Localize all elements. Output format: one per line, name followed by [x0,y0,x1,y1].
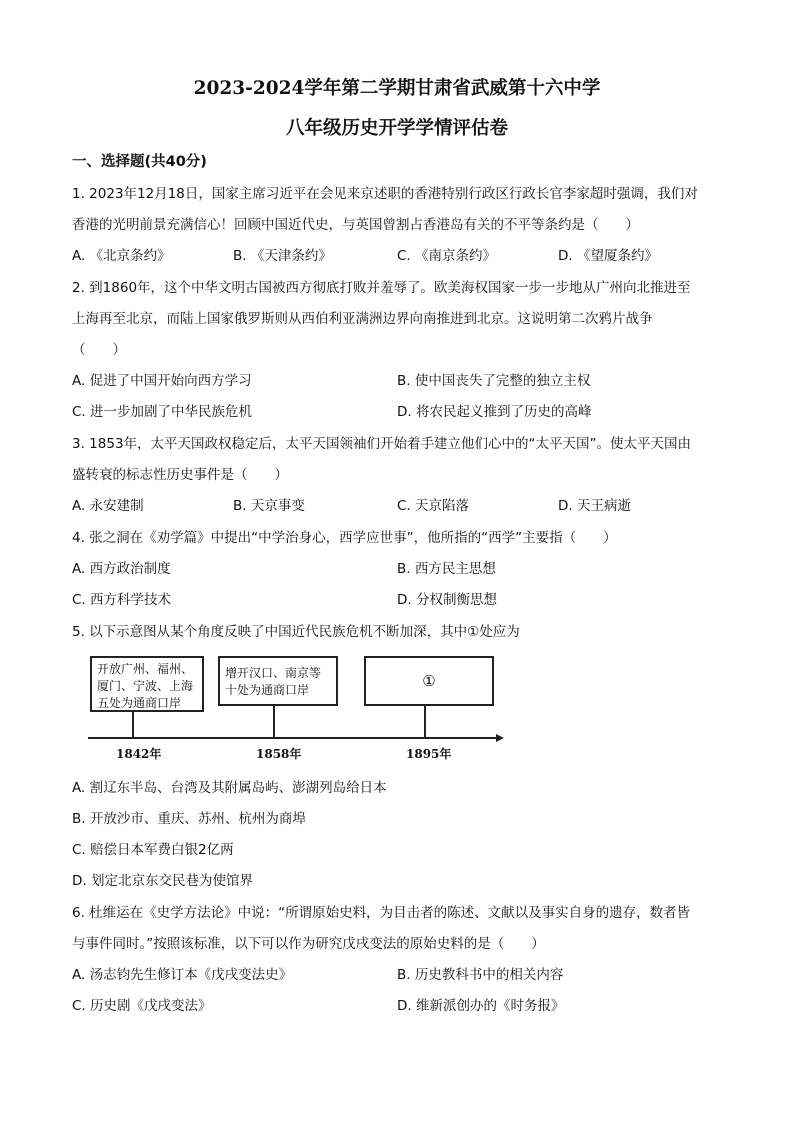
q6-stem-line1: 6. 杜维运在《史学方法论》中说：“所谓原始史料，为目击者的陈述、文献以及事实自身的遗存，数者皆 [72,905,691,921]
q1-option-b: B. 《天津条约》 [233,248,332,264]
q1-stem-line1: 1. 2023年12月18日，国家主席习近平在会见来京述职的香港特别行政区行政长官李家超时强调，我们对 [72,186,698,202]
box-1858-line2: 十处为通商口岸 [225,683,310,697]
box-1842-line3: 五处为通商口岸 [97,696,182,710]
q2-stem-line2: 上海再至北京，而陆上国家俄罗斯则从西伯利亚满洲边界向南推进到北京。这说明第二次鸦片战争 [72,311,653,327]
q3-stem-line1: 3. 1853年，太平天国政权稳定后，太平天国领袖们开始着手建立他们心中的“太平天国”。使太平天国由 [72,436,692,452]
q2-stem-line3: （ ） [72,342,126,358]
q3-stem-line2: 盛转衰的标志性历史事件是（ ） [72,467,288,483]
q3-option-a: A. 永安建制 [72,498,144,514]
q4-option-c: C. 西方科学技术 [72,592,172,608]
q5-option-c: C. 赔偿日本军费白银2亿两 [72,842,234,858]
section-heading: 一、选择题(共40分) [72,154,207,170]
q2-option-c: C. 进一步加剧了中华民族危机 [72,404,253,420]
q2-stem-line1: 2. 到1860年，这个中华文明古国被西方彻底打败并羞辱了。欧美海权国家一步一步地从广州向北推进至 [72,280,691,296]
q2-option-b: B. 使中国丧失了完整的独立主权 [397,373,591,389]
year-label-1858: 1858年 [256,747,302,761]
diagram-box-1895-placeholder: ① [364,656,494,706]
q4-option-a: A. 西方政治制度 [72,561,171,577]
q6-option-d: D. 维新派创办的《时务报》 [397,998,565,1014]
diagram-box-1858 [218,656,338,706]
q6-option-c: C. 历史剧《戊戌变法》 [72,998,212,1014]
q1-option-c: C. 《南京条约》 [397,248,497,264]
q4-option-d: D. 分权制衡思想 [397,592,497,608]
q5-option-b: B. 开放沙市、重庆、苏州、杭州为商埠 [72,811,306,827]
q1-option-d: D. 《望厦条约》 [558,248,658,264]
q4-option-b: B. 西方民主思想 [397,561,496,577]
q3-option-b: B. 天京事变 [233,498,305,514]
exam-title-line1: 2023-2024学年第二学期甘肃省武威第十六中学 [193,78,601,99]
q3-option-c: C. 天京陷落 [397,498,470,514]
q2-option-a: A. 促进了中国开始向西方学习 [72,373,252,389]
q6-option-b: B. 历史教科书中的相关内容 [397,967,564,983]
q6-stem-line2: 与事件同时。”按照该标准，以下可以作为研究戊戌变法的原始史料的是（ ） [72,936,545,952]
box-1842-line1: 开放广州、福州、 [97,662,194,676]
q6-option-a: A. 汤志钧先生修订本《戊戌变法史》 [72,967,293,983]
q3-option-d: D. 天王病逝 [558,498,631,514]
q1-option-a: A. 《北京条约》 [72,248,171,264]
diagram-box-1842 [90,656,204,712]
q1-stem-line2: 香港的光明前景充满信心！回顾中国近代史，与英国曾割占香港岛有关的不平等条约是（ ） [72,217,639,233]
q5-stem-line1: 5. 以下示意图从某个角度反映了中国近代民族危机不断加深，其中①处应为 [72,624,520,640]
q4-stem-line1: 4. 张之洞在《劝学篇》中提出“中学治身心，西学应世事”，他所指的“西学”主要指（ ） [72,530,617,546]
box-1842-line2: 厦门、宁波、上海 [97,679,194,693]
year-label-1842: 1842年 [116,747,162,761]
treaty-timeline-diagram [86,650,506,760]
q5-option-a: A. 割辽东半岛、台湾及其附属岛屿、澎湖列岛给日本 [72,780,387,796]
box-1858-line1: 增开汉口、南京等 [225,666,322,680]
exam-title-line2: 八年级历史开学学情评估卷 [285,118,508,139]
q5-option-d: D. 划定北京东交民巷为使馆界 [72,873,253,889]
year-label-1895: 1895年 [406,747,452,761]
q2-option-d: D. 将农民起义推到了历史的高峰 [397,404,592,420]
